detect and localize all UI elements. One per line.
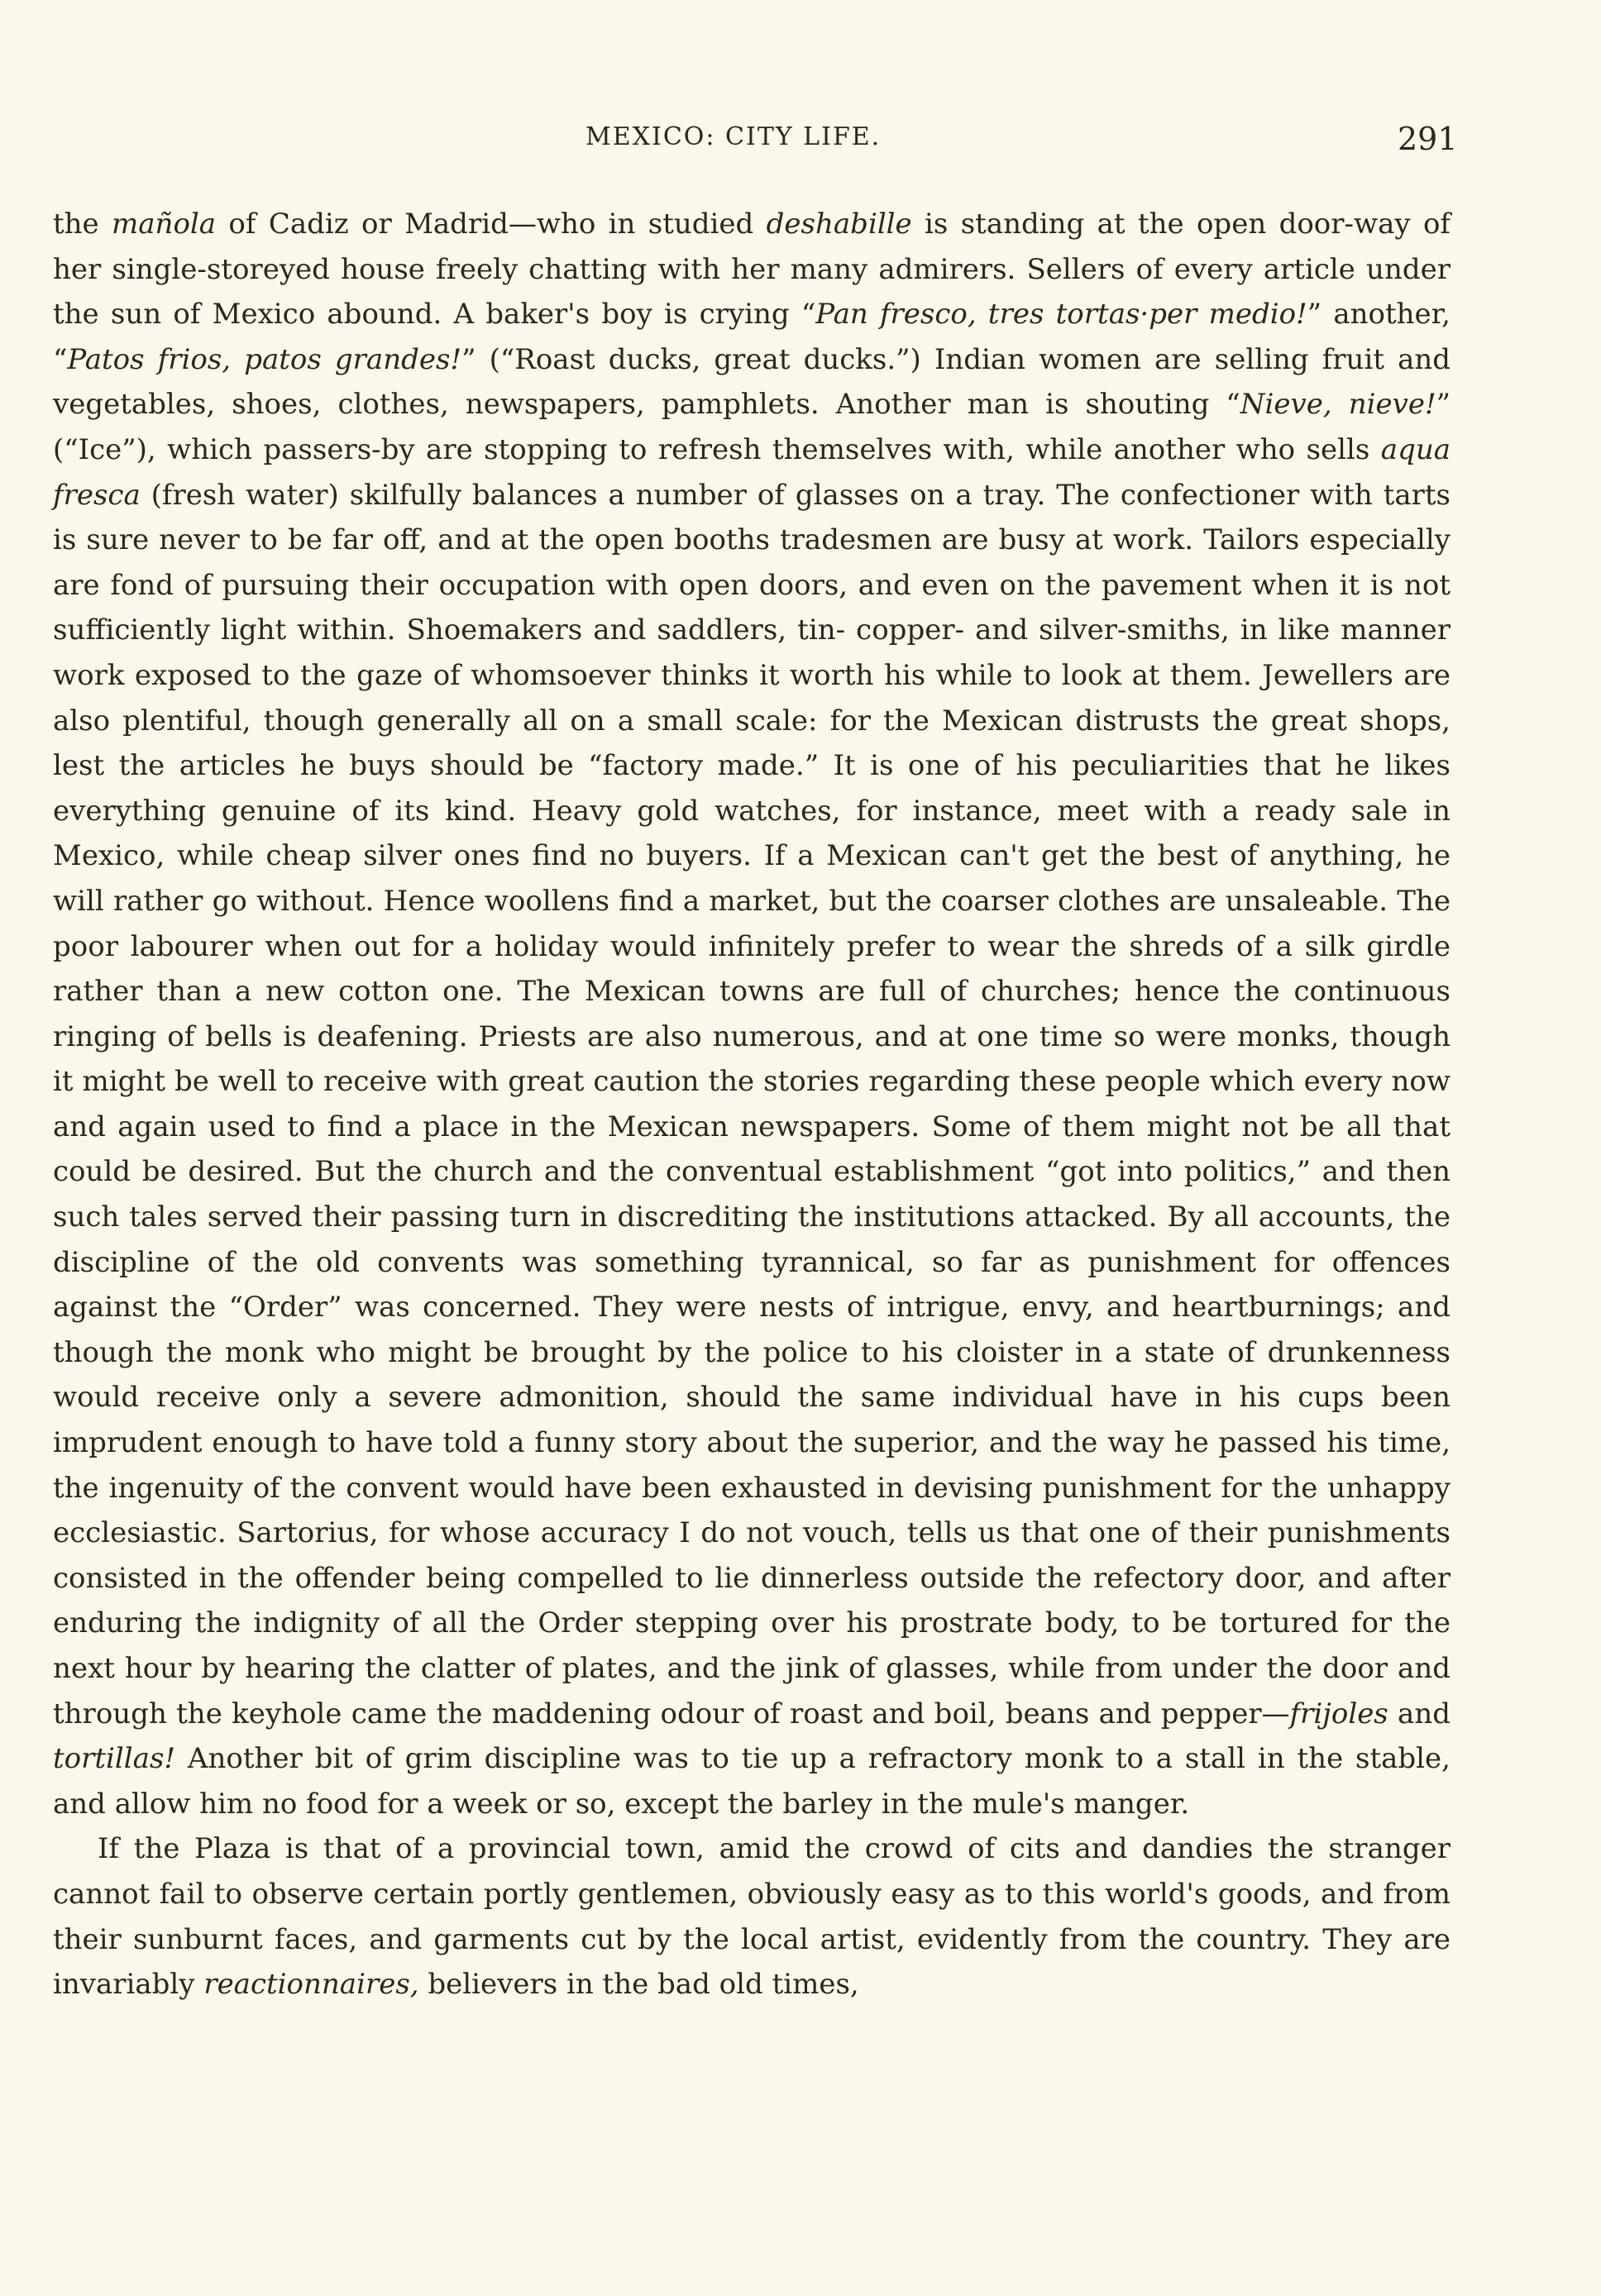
page-number: 291 bbox=[1398, 121, 1458, 157]
text-run: Another bit of grim discipline was to tie up a refractory monk to a stall in the stable, and allow him no food for a week or so, except the barley in the mule's manger. bbox=[53, 1742, 1450, 1821]
italic-term: aqua fresca bbox=[53, 432, 1450, 512]
text-run: the bbox=[53, 208, 112, 241]
italic-quote: Nieve, nieve! bbox=[1240, 388, 1436, 422]
text-run: ” (“Ice”), which passers-by are stopping to refresh themselves with, while another who sells bbox=[53, 388, 1450, 466]
body-text bbox=[53, 202, 1450, 2007]
paragraph-2 bbox=[53, 1826, 1450, 2007]
text-run: ” another, “ bbox=[53, 298, 1450, 376]
paragraph-1 bbox=[53, 202, 1450, 1826]
italic-quote: Pan fresco, tres tortas·per medio! bbox=[815, 298, 1307, 332]
text-run: If the Plaza is that of a provincial town, amid the crowd of cits and dandies the stranger cannot fail to observe certain portly gentlemen, obviously easy as to this world's goods, and from their sunburnt faces, and garments cut by the local artist, evidently from the country. They are invariably bbox=[53, 1832, 1450, 2002]
text-run: believers in the bad old times, bbox=[418, 1968, 859, 2002]
running-head: MEXICO: CITY LIFE. bbox=[585, 122, 882, 151]
italic-term: mañola bbox=[112, 208, 217, 241]
text-run: ” (“Roast ducks, great ducks.”) Indian women are selling fruit and vegetables, shoes, clothes, newspapers, pamphlets. Another man is shouting “ bbox=[53, 342, 1451, 422]
italic-term: reactionnaires, bbox=[203, 1968, 419, 2002]
text-run: of Cadiz or Madrid—who in studied bbox=[216, 208, 767, 241]
text-run: (fresh water) skilfully balances a number of glasses on a tray. The confectioner with tarts is sure never to be far off, and at the open booths tradesmen are busy at work. Tailors especially are fond of pursuing their occupation with open doors, and even on the pavement when it is not sufficiently light within. Shoemakers and saddlers, tin- copper- and silver-smiths, in like manner work exposed to the gaze of whomsoever thinks it worth his while to look at them. Jewellers are also plentiful, though generally all on a small scale: for the Mexican distrusts the great shops, lest the articles he buys should be “factory made.” It is one of his peculiarities that he likes everything genuine of its kind. Heavy gold watches, for instance, meet with a ready sale in Mexico, while cheap silver ones find no buyers. If a Mexican can't get the best of anything, he will rather go without. Hence woollens find a market, but the coarser clothes are unsaleable. The poor labourer when out for a holiday would infinitely prefer to wear the shreds of a silk girdle rather than a new cotton one. The Mexican towns are full of churches; hence the continuous ringing of bells is deafening. Priests are also numerous, and at one time so were monks, though it might be well to receive with great caution the stories regarding these people which every now and again used to find a place in the Mexican newspapers. Some of them might not be all that could be desired. But the church and the conventual establishment “got into politics,” and then such tales served their passing turn in discrediting the institutions attacked. By all accounts, the discipline of the old convents was something tyrannical, so far as punishment for offences against the “Order” was concerned. They were nests of intrigue, envy, and heartburnings; and though the monk who might be brought by the police to his cloister in a state of drunkenness would receive only a severe admonition, should the same individual have in his cups been imprudent enough to have told a funny story about the superior, and the way he passed his time, the ingenuity of the convent would have been exhausted in devising punishment for the unhappy ecclesiastic. Sartorius, for whose accuracy I do not vouch, tells us that one of their punishments consisted in the offender being compelled to lie dinnerless outside the refectory door, and after enduring the indignity of all the Order stepping over his prostrate body, to be tortured for the next hour by hearing the clatter of plates, and the jink of glasses, while from under the door and through the keyhole came the maddening odour of roast and boil, beans and pepper— bbox=[53, 478, 1450, 1730]
italic-term: frijoles bbox=[1289, 1697, 1388, 1730]
italic-term: tortillas! bbox=[53, 1742, 176, 1776]
italic-quote: Patos frios, patos grandes! bbox=[67, 342, 462, 376]
text-run: and bbox=[1388, 1697, 1450, 1730]
italic-term: deshabille bbox=[766, 208, 912, 241]
text-run: is standing at the open door-way of her single-storeyed house freely chatting with her many admirers. Sellers of every article under the sun of Mexico abound. A baker's boy is crying “ bbox=[53, 208, 1450, 332]
